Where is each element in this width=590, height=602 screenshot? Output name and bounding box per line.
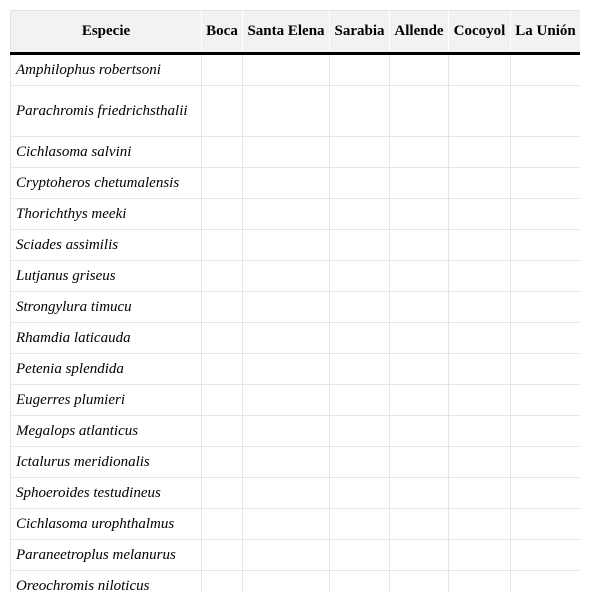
table-row: [11, 292, 581, 323]
table-row: [11, 354, 581, 385]
cell-la-union: [511, 509, 581, 540]
cell-cocoyol: [449, 416, 511, 447]
cell-sarabia: [330, 354, 390, 385]
cell-allende: [390, 137, 449, 168]
species-cell: Paraneetroplus melanurus: [11, 540, 202, 571]
cell-boca: [202, 478, 243, 509]
cell-santa-elena: [243, 571, 330, 593]
cell-allende: [390, 416, 449, 447]
cell-sarabia: [330, 323, 390, 354]
cell-boca: [202, 571, 243, 593]
cell-santa-elena: [243, 168, 330, 199]
cell-boca: [202, 168, 243, 199]
cell-la-union: [511, 354, 581, 385]
cell-boca: [202, 385, 243, 416]
table-row: [11, 54, 581, 86]
species-cell: Rhamdia laticauda: [11, 323, 202, 354]
cell-santa-elena: [243, 230, 330, 261]
cell-allende: [390, 54, 449, 86]
cell-cocoyol: [449, 540, 511, 571]
cell-cocoyol: [449, 261, 511, 292]
species-cell: Cryptoheros chetumalensis: [11, 168, 202, 199]
species-cell: Lutjanus griseus: [11, 261, 202, 292]
species-cell: Thorichthys meeki: [11, 199, 202, 230]
cell-la-union: [511, 86, 581, 137]
cell-allende: [390, 509, 449, 540]
cell-santa-elena: [243, 86, 330, 137]
cell-cocoyol: [449, 478, 511, 509]
cell-la-union: [511, 478, 581, 509]
cell-santa-elena: [243, 137, 330, 168]
cell-boca: [202, 261, 243, 292]
cell-boca: [202, 509, 243, 540]
cell-santa-elena: [243, 292, 330, 323]
header-la-union: La Unión: [511, 11, 581, 54]
cell-allende: [390, 323, 449, 354]
cell-boca: [202, 292, 243, 323]
cell-cocoyol: [449, 323, 511, 354]
species-cell: Eugerres plumieri: [11, 385, 202, 416]
cell-santa-elena: [243, 54, 330, 86]
cell-sarabia: [330, 540, 390, 571]
cell-santa-elena: [243, 385, 330, 416]
table-row: [11, 323, 581, 354]
cell-sarabia: [330, 385, 390, 416]
cell-la-union: [511, 416, 581, 447]
cell-sarabia: [330, 199, 390, 230]
table-row: [11, 509, 581, 540]
cell-cocoyol: [449, 137, 511, 168]
cell-allende: [390, 168, 449, 199]
cell-la-union: [511, 385, 581, 416]
cell-cocoyol: [449, 292, 511, 323]
header-allende: Allende: [390, 11, 449, 54]
cell-cocoyol: [449, 385, 511, 416]
cell-boca: [202, 540, 243, 571]
cell-allende: [390, 540, 449, 571]
table-row: [11, 230, 581, 261]
table-row: [11, 261, 581, 292]
cell-cocoyol: [449, 86, 511, 137]
cell-allende: [390, 261, 449, 292]
header-row: [11, 11, 581, 54]
cell-la-union: [511, 323, 581, 354]
cell-sarabia: [330, 292, 390, 323]
cell-sarabia: [330, 261, 390, 292]
cell-boca: [202, 54, 243, 86]
species-cell: Ictalurus meridionalis: [11, 447, 202, 478]
cell-sarabia: [330, 447, 390, 478]
cell-sarabia: [330, 478, 390, 509]
cell-la-union: [511, 199, 581, 230]
cell-la-union: [511, 137, 581, 168]
cell-la-union: [511, 447, 581, 478]
table-row: [11, 86, 581, 137]
species-cell: Parachromis friedrichsthalii: [11, 86, 202, 137]
species-cell: Amphilophus robertsoni: [11, 54, 202, 86]
cell-santa-elena: [243, 323, 330, 354]
cell-cocoyol: [449, 199, 511, 230]
cell-allende: [390, 199, 449, 230]
cell-la-union: [511, 54, 581, 86]
cell-santa-elena: [243, 261, 330, 292]
header-especie: Especie: [11, 11, 202, 54]
species-cell: Oreochromis niloticus: [11, 571, 202, 593]
species-cell: Cichlasoma urophthalmus: [11, 509, 202, 540]
species-cell: Strongylura timucu: [11, 292, 202, 323]
species-cell: Sciades assimilis: [11, 230, 202, 261]
cell-allende: [390, 478, 449, 509]
cell-allende: [390, 447, 449, 478]
species-table: [10, 10, 580, 592]
cell-sarabia: [330, 509, 390, 540]
cell-boca: [202, 86, 243, 137]
cell-allende: [390, 292, 449, 323]
cell-santa-elena: [243, 199, 330, 230]
cell-la-union: [511, 230, 581, 261]
cell-boca: [202, 230, 243, 261]
species-cell: Cichlasoma salvini: [11, 137, 202, 168]
cell-sarabia: [330, 137, 390, 168]
table-row: [11, 416, 581, 447]
table-row: [11, 478, 581, 509]
table-body: [11, 54, 581, 593]
table-row: [11, 447, 581, 478]
cell-boca: [202, 447, 243, 478]
cell-santa-elena: [243, 416, 330, 447]
table-row: [11, 199, 581, 230]
cell-boca: [202, 416, 243, 447]
cell-allende: [390, 230, 449, 261]
cell-allende: [390, 354, 449, 385]
species-cell: Petenia splendida: [11, 354, 202, 385]
cell-cocoyol: [449, 571, 511, 593]
cell-sarabia: [330, 168, 390, 199]
cell-allende: [390, 385, 449, 416]
cell-la-union: [511, 261, 581, 292]
cell-cocoyol: [449, 230, 511, 261]
cell-sarabia: [330, 86, 390, 137]
cell-cocoyol: [449, 354, 511, 385]
cell-santa-elena: [243, 478, 330, 509]
table-row: [11, 385, 581, 416]
table-row: [11, 137, 581, 168]
cell-sarabia: [330, 571, 390, 593]
cell-boca: [202, 323, 243, 354]
cell-cocoyol: [449, 509, 511, 540]
cell-allende: [390, 86, 449, 137]
cell-la-union: [511, 168, 581, 199]
table-row: [11, 168, 581, 199]
cell-santa-elena: [243, 354, 330, 385]
cell-sarabia: [330, 230, 390, 261]
header-sarabia: Sarabia: [330, 11, 390, 54]
cell-cocoyol: [449, 447, 511, 478]
cell-santa-elena: [243, 447, 330, 478]
table-row: [11, 540, 581, 571]
cell-boca: [202, 354, 243, 385]
cell-boca: [202, 137, 243, 168]
cell-la-union: [511, 540, 581, 571]
cell-la-union: [511, 571, 581, 593]
cell-sarabia: [330, 54, 390, 86]
cell-sarabia: [330, 416, 390, 447]
species-table-container: [10, 10, 580, 592]
cell-allende: [390, 571, 449, 593]
species-cell: Megalops atlanticus: [11, 416, 202, 447]
species-cell: Sphoeroides testudineus: [11, 478, 202, 509]
cell-santa-elena: [243, 540, 330, 571]
cell-cocoyol: [449, 54, 511, 86]
cell-santa-elena: [243, 509, 330, 540]
table-header: [11, 11, 581, 54]
cell-cocoyol: [449, 168, 511, 199]
header-boca: Boca: [202, 11, 243, 54]
header-santa-elena: Santa Elena: [243, 11, 330, 54]
cell-boca: [202, 199, 243, 230]
table-row: [11, 571, 581, 593]
cell-la-union: [511, 292, 581, 323]
header-cocoyol: Cocoyol: [449, 11, 511, 54]
